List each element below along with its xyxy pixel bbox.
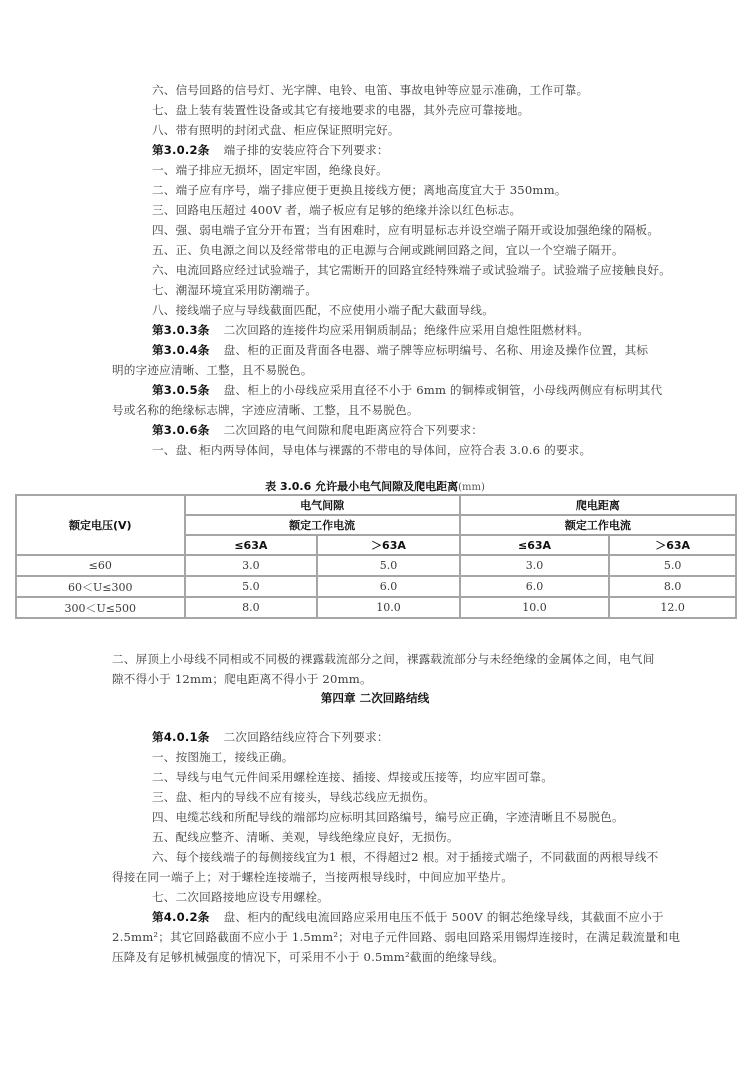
paragraph-continuation: 压降及有足够机械强度的情况下，可采用不小于 0.5mm²截面的绝缘导线。 (112, 950, 505, 964)
header-rated-voltage: 额定电压(V) (16, 495, 185, 555)
cell-value: 3.0 (460, 555, 610, 576)
list-item: 三、回路电压超过 400V 者，端子板应有足够的绝缘并涂以红色标志。 (152, 203, 522, 217)
header-gt63a: ＞63A (609, 535, 736, 555)
article-label: 第4.0.2条 (152, 910, 210, 924)
table-row (16, 555, 736, 576)
header-gt63a: ＞63A (317, 535, 460, 555)
cell-value: 6.0 (460, 576, 610, 597)
cell-value: 3.0 (185, 555, 318, 576)
article-text: 盘、柜上的小母线应采用直径不小于 6mm 的铜棒或铜管，小母线两侧应有标明其代 (223, 383, 663, 397)
cell-value: 5.0 (185, 576, 318, 597)
paragraph: 六、信号回路的信号灯、光字牌、电铃、电笛、事故电钟等应显示准确，工作可靠。 (152, 83, 589, 97)
article-4-0-2 (152, 907, 664, 927)
article-text: 二次回路的电气间隙和爬电距离应符合下列要求： (223, 423, 484, 437)
article-3-0-6 (152, 420, 483, 440)
header-le63a: ≤63A (460, 535, 610, 555)
list-item: 一、盘、柜内两导体间，导电体与裸露的不带电的导体间，应符合表 3.0.6 的要求。 (152, 443, 592, 457)
article-label: 第3.0.6条 (152, 423, 210, 437)
table-row (16, 597, 736, 618)
article-label: 第3.0.4条 (152, 343, 210, 357)
clearance-table (15, 494, 737, 619)
article-3-0-3 (152, 320, 589, 340)
list-item: 五、正、负电源之间以及经常带电的正电源与合闸或跳闸回路之间，宜以一个空端子隔开。 (152, 243, 624, 257)
article-label: 第3.0.3条 (152, 323, 210, 337)
list-item: 五、配线应整齐、清晰、美观，导线绝缘应良好，无损伤。 (152, 830, 459, 844)
list-item: 六、每个接线端子的每侧接线宜为1 根，不得超过2 根。对于插接式端子，不同截面的两根导线不 (152, 850, 659, 864)
cell-value: 8.0 (609, 576, 736, 597)
chapter-title: 第四章 二次回路结线 (320, 691, 430, 705)
list-item: 八、接线端子应与导线截面匹配，不应使用小端子配大截面导线。 (152, 303, 495, 317)
article-label: 第3.0.5条 (152, 383, 210, 397)
article-label: 第3.0.2条 (152, 143, 210, 157)
list-item: 一、按图施工，接线正确。 (152, 750, 294, 764)
list-item: 三、盘、柜内的导线不应有接头，导线芯线应无损伤。 (152, 790, 436, 804)
list-item: 四、强、弱电端子宜分开布置；当有困难时，应有明显标志并设空端子隔开或设加强绝缘的隔板。 (152, 223, 660, 237)
paragraph: 七、盘上装有装置性设备或其它有接地要求的电器，其外壳应可靠接地。 (152, 103, 530, 117)
article-3-0-4 (152, 340, 648, 360)
table-row (16, 576, 736, 597)
article-text: 端子排的安装应符合下列要求： (223, 143, 389, 157)
list-item: 七、二次回路接地应设专用螺栓。 (152, 890, 329, 904)
header-rated-current: 额定工作电流 (460, 515, 736, 535)
header-creepage-distance: 爬电距离 (460, 495, 736, 515)
list-item: 二、端子应有序号，端子排应便于更换且接线方便；离地高度宜大于 350mm。 (152, 183, 567, 197)
list-item: 一、端子排应无损坏，固定牢固，绝缘良好。 (152, 163, 388, 177)
table-caption: 表 3.0.6 允许最小电气间隙及爬电距离(mm) (265, 480, 485, 493)
list-item: 七、潮湿环境宜采用防潮端子。 (152, 283, 318, 297)
cell-voltage: 60＜U≤300 (16, 576, 185, 597)
article-text: 二次回路的连接件均应采用铜质制品；绝缘件应采用自熄性阻燃材料。 (223, 323, 590, 337)
paragraph-continuation: 号或名称的绝缘标志牌，字迹应清晰、工整，且不易脱色。 (112, 403, 419, 417)
article-3-0-2 (152, 140, 389, 160)
article-label: 第4.0.1条 (152, 730, 210, 744)
article-text: 盘、柜的正面及背面各电器、端子牌等应标明编号、名称、用途及操作位置，其标 (223, 343, 649, 357)
cell-value: 10.0 (460, 597, 610, 618)
paragraph: 八、带有照明的封闭式盘、柜应保证照明完好。 (152, 123, 400, 137)
paragraph-continuation: 明的字迹应清晰、工整，且不易脱色。 (112, 363, 313, 377)
list-item: 四、电缆芯线和所配导线的端部均应标明其回路编号，编号应正确，字迹清晰且不易脱色。 (152, 810, 624, 824)
paragraph-continuation: 2.5mm²；其它回路截面不应小于 1.5mm²；对电子元件回路、弱电回路采用锡焊连接时，在满足载流量和电 (112, 930, 681, 944)
article-text: 盘、柜内的配线电流回路应采用电压不低于 500V 的铜芯绝缘导线，其截面不应小于 (223, 910, 664, 924)
cell-voltage: ≤60 (16, 555, 185, 576)
cell-value: 5.0 (609, 555, 736, 576)
cell-value: 12.0 (609, 597, 736, 618)
article-3-0-5 (152, 380, 662, 400)
list-item: 六、电流回路应经过试验端子，其它需断开的回路宜经特殊端子或试验端子。试验端子应接触良好。 (152, 263, 671, 277)
article-4-0-1 (152, 727, 389, 747)
header-electrical-clearance: 电气间隙 (185, 495, 460, 515)
cell-value: 8.0 (185, 597, 318, 618)
article-text: 二次回路结线应符合下列要求： (223, 730, 389, 744)
list-item: 二、导线与电气元件间采用螺栓连接、插接、焊接或压接等，均应牢固可靠。 (152, 770, 553, 784)
paragraph: 二、屏顶上小母线不同相或不同极的裸露载流部分之间，裸露载流部分与未经绝缘的金属体之间，电气间 (112, 652, 655, 666)
cell-value: 5.0 (317, 555, 460, 576)
cell-value: 6.0 (317, 576, 460, 597)
cell-value: 10.0 (317, 597, 460, 618)
header-rated-current: 额定工作电流 (185, 515, 460, 535)
cell-voltage: 300＜U≤500 (16, 597, 185, 618)
header-le63a: ≤63A (185, 535, 318, 555)
paragraph-continuation: 隙不得小于 12mm；爬电距离不得小于 20mm。 (112, 672, 372, 686)
paragraph-continuation: 得接在同一端子上；对于螺栓连接端子，当接两根导线时，中间应加平垫片。 (112, 870, 513, 884)
